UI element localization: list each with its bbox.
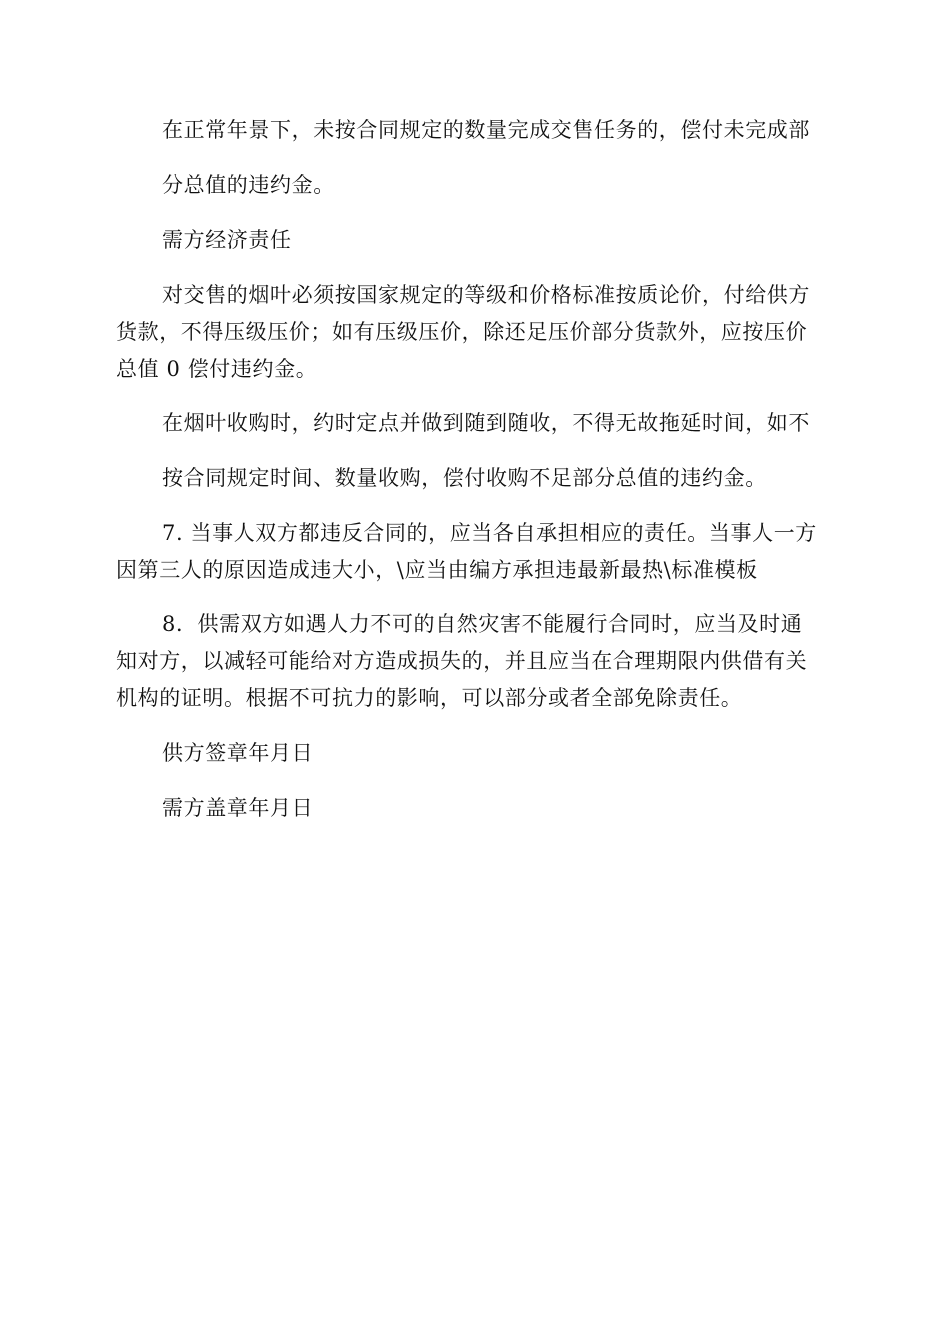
text-line: 因第三人的原因造成违大小，\应当由编方承担违最新最热\标准模板: [116, 558, 758, 582]
text-line: 在正常年景下，未按合同规定的数量完成交售任务的，偿付未完成部: [162, 118, 810, 142]
text-line: 对交售的烟叶必须按国家规定的等级和价格标准按质论价，付给供方: [162, 283, 810, 307]
text-line: 在烟叶收购时，约时定点并做到随到随收，不得无故拖延时间，如不: [162, 411, 810, 435]
text-line: 分总值的违约金。: [162, 173, 335, 197]
section-heading: 需方经济责任: [162, 228, 292, 252]
text-line: 7. 当事人双方都违反合同的，应当各自承担相应的责任。当事人一方: [162, 521, 817, 545]
signature-line-supplier: 供方签章年月日: [162, 741, 314, 765]
text-line: 机构的证明。根据不可抗力的影响，可以部分或者全部免除责任。: [116, 686, 743, 710]
signature-line-buyer: 需方盖章年月日: [162, 796, 314, 820]
text-line: 按合同规定时间、数量收购，偿付收购不足部分总值的违约金。: [162, 466, 767, 490]
text-line: 8．供需双方如遇人力不可的自然灾害不能履行合同时，应当及时通: [162, 612, 803, 636]
text-line: 货款，不得压级压价；如有压级压价，除还足压价部分货款外，应按压价: [116, 320, 808, 344]
text-line: 知对方，以减轻可能给对方造成损失的，并且应当在合理期限内供借有关: [116, 649, 808, 673]
text-line: 总值 0 偿付违约金。: [116, 357, 318, 381]
